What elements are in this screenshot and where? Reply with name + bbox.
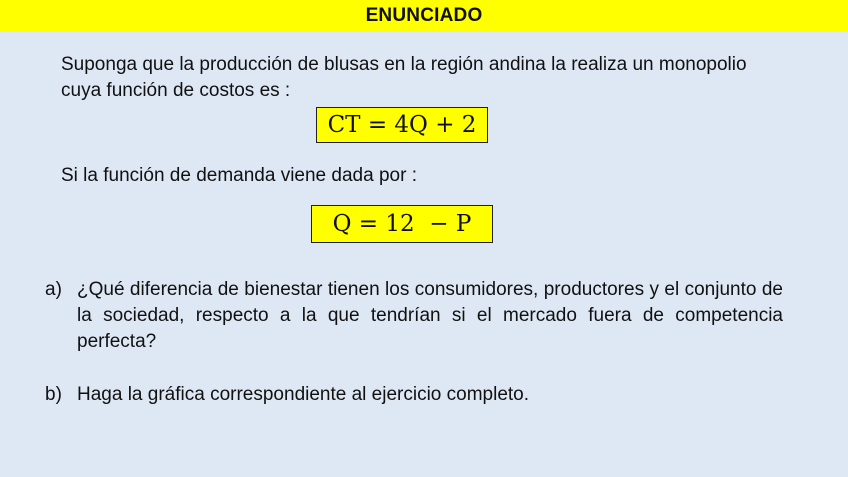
question-b-marker: b) <box>45 384 62 405</box>
question-b <box>45 382 783 408</box>
demand-function-formula: Q = 12 − P <box>332 211 472 237</box>
cost-function-box <box>316 107 488 143</box>
cost-function-formula: CT = 4Q + 2 <box>327 112 477 138</box>
demand-statement: Si la función de demanda viene dada por : <box>61 165 417 186</box>
question-a <box>45 277 783 355</box>
question-a-text: ¿Qué diferencia de bienestar tienen los consumidores, productores y el conjunto de la sociedad, respecto a la que tendrían si el mercado fuera de competencia perfecta? <box>77 279 783 352</box>
question-a-marker: a) <box>45 279 62 300</box>
page-title: ENUNCIADO <box>365 5 483 26</box>
problem-statement: Suponga que la producción de blusas en la región andina la realiza un monopolio cuya función de costos es : <box>61 54 747 101</box>
demand-function-box <box>311 205 493 243</box>
question-b-text: Haga la gráfica correspondiente al ejercicio completo. <box>77 384 530 405</box>
title-bar <box>0 0 848 32</box>
